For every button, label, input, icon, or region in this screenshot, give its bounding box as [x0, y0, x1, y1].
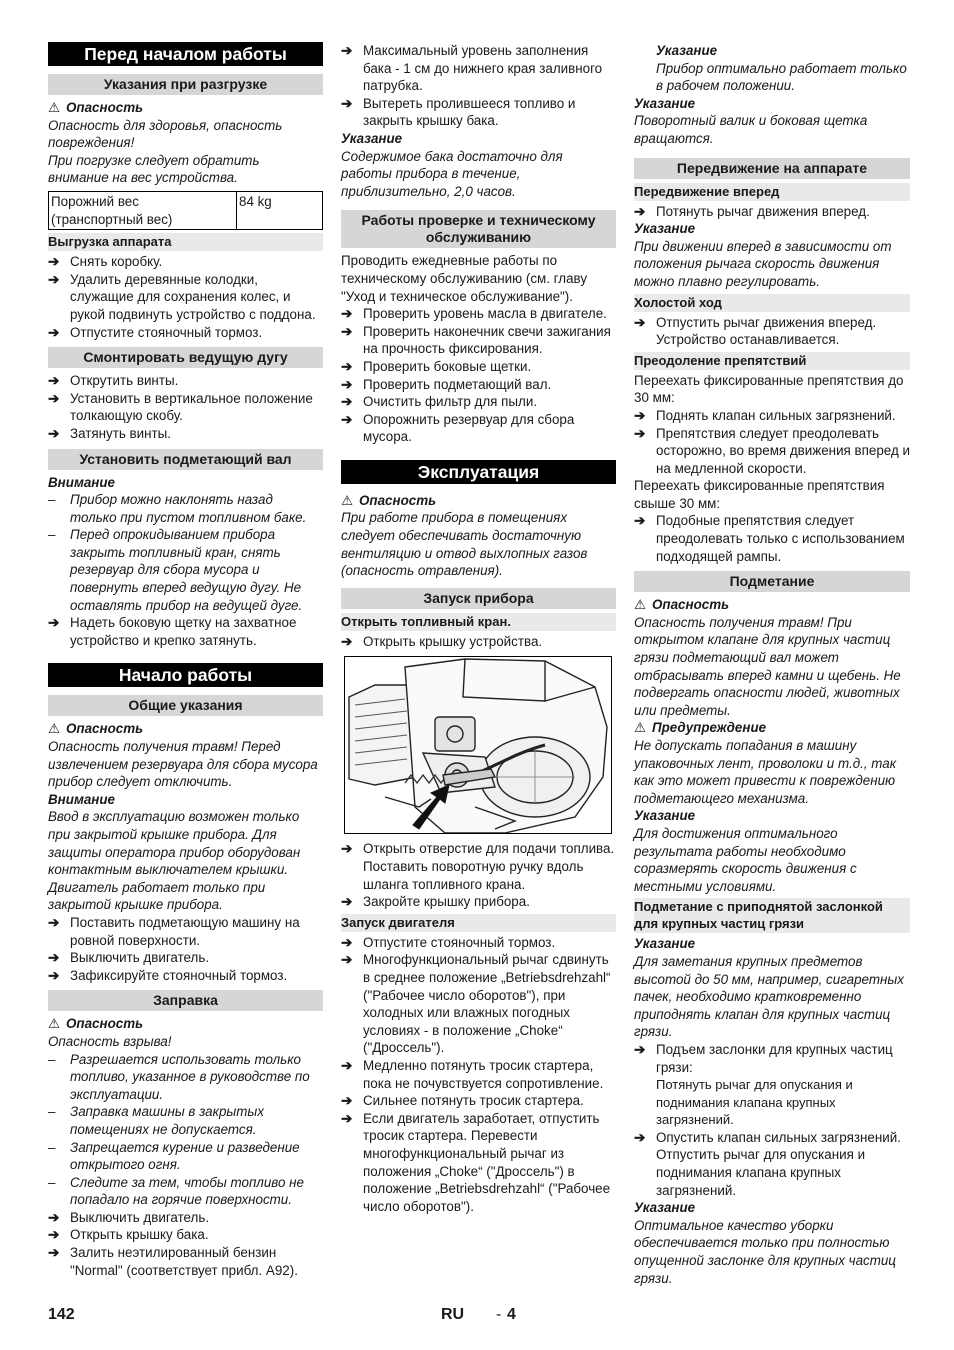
list-item: ➔ Проверить подметающий вал.: [341, 376, 552, 392]
list-item: ➔ Подъем заслонки для крупных частиц грязи:: [634, 1041, 893, 1075]
note-text: Прибор оптимально работает только в рабочем положении.: [656, 60, 907, 94]
arrow-bullet-icon: ➔: [341, 894, 353, 910]
list-item: ➔ Поднять клапан сильных загрязнений.: [634, 407, 896, 423]
list-item: ➔ Удалить деревянные колодки, служащие для сохранения колес, и рукой подвинуть устройство с поддона.: [48, 271, 316, 322]
arrow-bullet-icon: ➔: [341, 1057, 353, 1073]
step-continuation: Потянуть рычаг для опускания и поднимания клапана крупных загрязнений.: [656, 1077, 853, 1128]
note-text: При движении вперед в зависимости от положения рычага скорость движения можно плавно регулировать.: [634, 238, 892, 289]
arrow-bullet-icon: ➔: [48, 324, 60, 340]
weight-spec-table: [48, 191, 323, 230]
list-item: ➔ Установить в вертикальное положение толкающую скобу.: [48, 390, 313, 424]
maintenance-intro: Проводить ежедневные работы по техническому обслуживанию (см. главу "Уход и техническое обслуживание").: [341, 253, 588, 304]
note-label: Указание: [634, 221, 696, 237]
arrow-bullet-icon: ➔: [48, 373, 60, 389]
obstacles-intro: Переехать фиксированные препятствия свыше 30 мм:: [634, 478, 885, 511]
page-number: 142: [48, 1306, 75, 1323]
list-item: ➔ Медленно потянуть тросик стартера, пока не почувствуется сопротивление.: [341, 1057, 604, 1091]
list-item: – Следите за тем, чтобы топливо не попадало на горячие поверхности.: [48, 1174, 304, 1208]
engine-illustration-svg: [345, 657, 612, 834]
arrow-bullet-icon: ➔: [48, 254, 60, 270]
danger-label: ⚠ Опасность: [341, 492, 437, 508]
danger-text: Опасность для здоровья, опасность повреждения!: [48, 117, 283, 151]
column-middle: [341, 42, 616, 1215]
attention-label: Внимание: [48, 791, 116, 807]
spec-label: Порожний вес (транспортный вес): [49, 191, 237, 229]
heading-idle: Холостой ход: [634, 294, 910, 312]
note-text: Содержимое бака достаточно для работы прибора в течение, приблизительно, 2,0 часов.: [341, 148, 563, 199]
list-item: ➔ Залить неэтилированный бензин "Normal" (соответствует прибл. A92).: [48, 1245, 298, 1278]
heading-sweeping-raised-flap: Подметание с приподнятой заслонкой для крупных частиц грязи: [634, 898, 910, 933]
arrow-bullet-icon: ➔: [341, 411, 353, 427]
warning-icon: ⚠: [634, 597, 647, 613]
note-label: Указание: [634, 808, 696, 824]
arrow-bullet-icon: ➔: [48, 1209, 60, 1225]
dash-bullet-icon: –: [48, 1174, 56, 1190]
arrow-bullet-icon: ➔: [634, 425, 646, 441]
danger-text: Опасность взрыва!: [48, 1033, 172, 1049]
list-item: ➔ Закройте крышку прибора.: [341, 894, 530, 910]
arrow-bullet-icon: ➔: [341, 633, 353, 649]
note-text: Оптимальное качество уборки обеспечивается только при полностью опущенной заслонке для крупных частиц грязи.: [634, 1217, 896, 1286]
note-label: Указание: [656, 43, 718, 58]
list-item: ➔ Потянуть рычаг движения вперед.: [634, 203, 870, 219]
dash-bullet-icon: –: [48, 1104, 56, 1120]
arrow-bullet-icon: ➔: [634, 1129, 646, 1145]
arrow-bullet-icon: ➔: [48, 1245, 60, 1261]
subsection-title-driving: Передвижение на аппарате: [634, 158, 910, 179]
arrow-bullet-icon: ➔: [48, 390, 60, 406]
list-item: – Прибор можно наклонять назад только при пустом топливном баке.: [48, 492, 307, 525]
arrow-bullet-icon: ➔: [341, 43, 353, 58]
danger-label: ⚠ Опасность: [634, 597, 730, 613]
heading-unloading: Выгрузка аппарата: [48, 233, 323, 251]
arrow-bullet-icon: ➔: [341, 394, 353, 410]
list-item: ➔ Открыть отверстие для подачи топлива.: [341, 841, 615, 857]
subsection-title-general: Общие указания: [48, 695, 323, 716]
dash-bullet-icon: –: [48, 1139, 56, 1155]
list-item: ➔ Отпустите стояночный тормоз.: [48, 324, 263, 340]
warning-label: ⚠ Предупреждение: [634, 720, 767, 736]
list-item: – Заправка машины в закрытых помещениях не допускается.: [48, 1104, 264, 1137]
list-item: – Запрещается курение и разведение открытого огня.: [48, 1139, 300, 1173]
list-item: ➔ Отпустите стояночный тормоз.: [341, 934, 556, 950]
engine-fuel-valve-illustration: [344, 656, 612, 834]
warning-icon: ⚠: [634, 720, 647, 736]
arrow-bullet-icon: ➔: [48, 967, 60, 983]
arrow-bullet-icon: ➔: [341, 95, 353, 111]
subsection-title-sweeping: Подметание: [634, 571, 910, 592]
list-item: ➔ Если двигатель заработает, отпустить тросик стартера. Перевести многофункциональный рычаг из положения „Choke“ ("Дроссель") в положение „Betriebsdrehzahl“ ("Рабочее число оборотов").: [341, 1110, 611, 1214]
subsection-title-unloading-notes: Указания при разгрузке: [48, 74, 323, 95]
list-item: ➔ Вытереть пролившееся топливо и закрыть крышку бака.: [341, 95, 576, 129]
arrow-bullet-icon: ➔: [341, 358, 353, 374]
subsection-title-start-device: Запуск прибора: [341, 588, 616, 609]
step-continuation: Поставить поворотную ручку вдоль шланга топливного крана.: [363, 859, 584, 892]
column-left: [48, 42, 323, 1279]
heading-obstacles: Преодоление препятствий: [634, 352, 910, 370]
section-title-operation: Эксплуатация: [341, 460, 616, 484]
arrow-bullet-icon: ➔: [48, 271, 60, 287]
danger-text: Опасность получения травм! При открытом клапане для крупных частиц грязи подметающий вал может отбрасывать вперед камни и щебень. Не подвергать опасности людей, животных или предметы.: [634, 614, 901, 718]
danger-text: При работе прибора в помещениях следует обеспечивать достаточную вентиляцию и отвод выхлопных газов (опасность отравления).: [341, 510, 588, 579]
note-label: Указание: [634, 1200, 696, 1216]
list-item: ➔ Отпустить рычаг движения вперед. Устройство останавливается.: [634, 314, 877, 348]
arrow-bullet-icon: ➔: [341, 306, 353, 322]
arrow-bullet-icon: ➔: [341, 1093, 353, 1109]
danger-label: ⚠ Опасность: [48, 100, 144, 115]
warning-text: Не допускать попадания в машину упаковочных лент, проволоки и т.д., так как это может привести к повреждению подметающего механизма.: [634, 738, 897, 806]
note-label: Указание: [634, 95, 696, 111]
arrow-bullet-icon: ➔: [48, 615, 60, 631]
dash-bullet-icon: –: [48, 527, 56, 543]
list-item: ➔ Поставить подметающую машину на ровной поверхности.: [48, 914, 300, 948]
note-text: Поворотный валик и боковая щетка вращаются.: [634, 113, 868, 146]
step-continuation: Отпустить рычаг для опускания и поднимания клапана крупных загрязнений.: [656, 1147, 866, 1198]
danger-label: ⚠ Опасность: [48, 721, 144, 737]
page-separator: -: [496, 1306, 502, 1323]
subsection-title-refuel: Заправка: [48, 990, 323, 1011]
list-item: ➔ Очистить фильтр для пыли.: [341, 394, 538, 410]
list-item: ➔ Проверить уровень масла в двигателе.: [341, 306, 607, 322]
arrow-bullet-icon: ➔: [48, 1227, 60, 1243]
obstacles-intro: Переехать фиксированные препятствия до 30 мм:: [634, 372, 904, 406]
list-item: ➔ Препятствия следует преодолевать осторожно, во время движения вперед и на медленной скорости.: [634, 425, 910, 476]
list-item: ➔ Выключить двигатель.: [48, 950, 210, 966]
danger-label: ⚠ Опасность: [48, 1016, 144, 1032]
heading-start-engine: Запуск двигателя: [341, 914, 616, 932]
list-item: ➔ Выключить двигатель.: [48, 1209, 210, 1225]
arrow-bullet-icon: ➔: [48, 914, 60, 930]
arrow-bullet-icon: ➔: [48, 950, 60, 966]
warning-icon: ⚠: [48, 100, 61, 115]
arrow-bullet-icon: ➔: [341, 376, 353, 392]
list-item: ➔ Затянуть винты.: [48, 425, 172, 441]
note-label: Указание: [634, 936, 696, 952]
attention-label: Внимание: [48, 474, 116, 490]
list-item: – Перед опрокидыванием прибора закрыть топливный кран, снять резервуар для сбора мусора и повернуть вперед ведущую дугу. Не оставлять прибор на ведущей дуге.: [48, 527, 303, 613]
arrow-bullet-icon: ➔: [634, 1041, 646, 1057]
list-item: ➔ Снять коробку.: [48, 254, 163, 270]
danger-text: Опасность получения травм! Перед извлечением резервуара для сбора мусора прибор следует отключить.: [48, 739, 318, 790]
list-item: ➔ Опорожнить резервуар для сбора мусора.: [341, 411, 575, 445]
arrow-bullet-icon: ➔: [48, 425, 60, 441]
arrow-bullet-icon: ➔: [341, 841, 353, 857]
list-item: ➔ Открыть крышку устройства.: [341, 633, 543, 649]
arrow-bullet-icon: ➔: [341, 952, 353, 968]
heading-open-fuel-valve: Открыть топливный кран.: [341, 613, 616, 631]
subsection-title-maintenance-checks: Работы проверке и техническому обслуживанию: [341, 210, 616, 248]
list-item: ➔ Подобные препятствия следует преодолевать только с использованием подходящей рампы.: [634, 513, 905, 564]
arrow-bullet-icon: ➔: [634, 407, 646, 423]
column-right: [634, 42, 910, 1287]
list-item: ➔ Максимальный уровень заполнения бака - 1 см до нижнего края заливного патрубка.: [341, 43, 603, 94]
spec-value: 84 kg: [237, 191, 323, 229]
list-item: ➔ Проверить наконечник свечи зажигания на прочность фиксирования.: [341, 323, 611, 357]
list-item: – Разрешается использовать только топливо, указанное в руководстве по эксплуатации.: [48, 1051, 310, 1102]
list-item: ➔ Проверить боковые щетки.: [341, 358, 532, 374]
arrow-bullet-icon: ➔: [341, 1110, 353, 1126]
dash-bullet-icon: –: [48, 1051, 56, 1067]
list-item: ➔ Открутить винты.: [48, 373, 179, 389]
section-title-before-work: Перед началом работы: [48, 42, 323, 66]
list-item: ➔ Надеть боковую щетку на захватное устройство и крепко затянуть.: [48, 615, 297, 648]
warning-icon: ⚠: [48, 1016, 61, 1032]
arrow-bullet-icon: ➔: [634, 314, 646, 330]
attention-text: Ввод в эксплуатацию возможен только при закрытой крышке прибора. Для защиты оператора прибор оборудован контактным выключателем крышки. Двигатель работает только при закрытой крышке прибора.: [48, 809, 301, 913]
subsection-title-install-roller: Установить подметающий вал: [48, 449, 323, 470]
arrow-bullet-icon: ➔: [634, 203, 646, 219]
note-text: Для заметания крупных предметов высотой до 50 мм, например, сигаретных пачек, необходимо кратковременно приподнять клапан для крупных частиц грязи.: [634, 953, 904, 1040]
danger-text: При погрузке следует обратить внимание на вес устройства.: [48, 152, 260, 186]
language-code: RU: [441, 1306, 465, 1323]
list-item: ➔ Открыть крышку бака.: [48, 1227, 209, 1243]
warning-icon: ⚠: [341, 492, 354, 508]
note-label: Указание: [341, 130, 403, 146]
dash-bullet-icon: –: [48, 492, 56, 508]
list-item: ➔ Многофункциональный рычаг сдвинуть в среднее положение „Betriebsdrehzahl“ ("Рабочее число оборотов"), при холодных или влажных погодных условиях - в положение „Choke“ ("Дроссель").: [341, 952, 611, 1056]
list-item: ➔ Опустить клапан сильных загрязнений.: [634, 1129, 901, 1145]
arrow-bullet-icon: ➔: [341, 323, 353, 339]
warning-icon: ⚠: [48, 721, 61, 737]
arrow-bullet-icon: ➔: [341, 934, 353, 950]
list-item: ➔ Зафиксируйте стояночный тормоз.: [48, 967, 288, 983]
list-item: ➔ Сильнее потянуть тросик стартера.: [341, 1093, 584, 1109]
subsection-title-mount-handle: Смонтировать ведущую дугу: [48, 347, 323, 368]
heading-move-forward: Передвижение вперед: [634, 183, 910, 201]
section-title-start-work: Начало работы: [48, 663, 323, 687]
arrow-bullet-icon: ➔: [634, 513, 646, 529]
page-local-number: 4: [507, 1306, 516, 1323]
note-text: Для достижения оптимального результата работы необходимо соразмерять скорость движения с местными условиями.: [634, 825, 857, 894]
